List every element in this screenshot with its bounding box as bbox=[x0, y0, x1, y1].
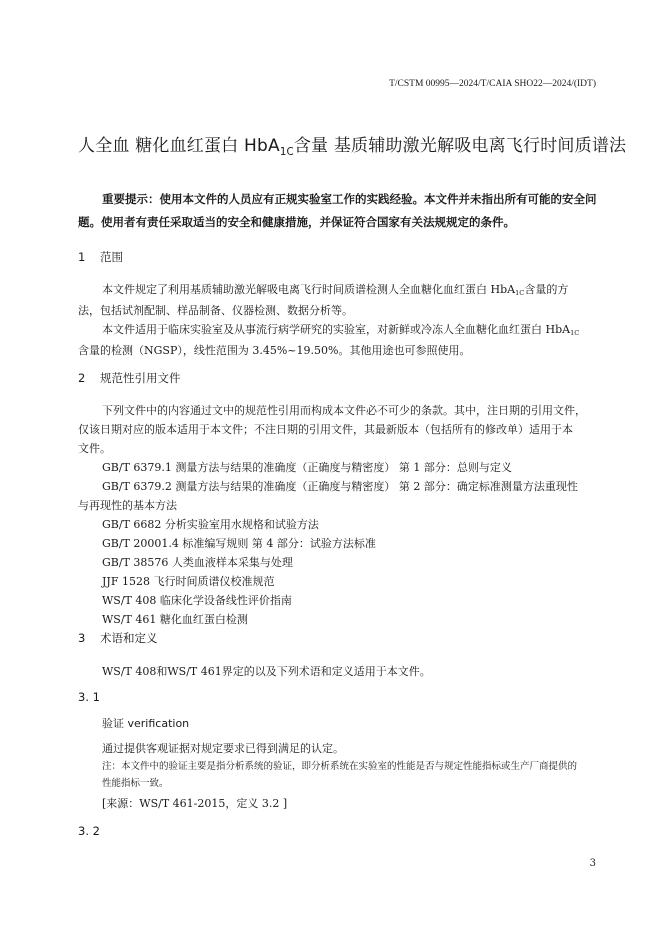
reference-item: GB/T 6682 分析实验室用水规格和试验方法 bbox=[102, 518, 319, 531]
term-number: 3. 2 bbox=[78, 824, 100, 838]
section-2-heading bbox=[78, 370, 600, 386]
section-1-body bbox=[78, 280, 600, 360]
text: 含量的方 bbox=[524, 283, 569, 296]
scope-para-2-line-2: 含量的检测（NGSP），线性范围为 3.45%~19.50%。其他用途也可参照使用。 bbox=[78, 344, 471, 357]
reference-item: WS/T 461 糖化血红蛋白检测 bbox=[102, 613, 248, 626]
source-text: [来源：WS/T 461-2015，定义 3.2 ] bbox=[102, 797, 288, 810]
term-source bbox=[102, 794, 600, 813]
section-title: 规范性引用文件 bbox=[100, 371, 181, 385]
text: 本文件适用于临床实验室及从事流行病学研究的实验室，对新鲜或冷冻人全血糖化血红蛋白 HbA bbox=[102, 323, 571, 336]
subscript: 1C bbox=[515, 289, 525, 298]
scope-para-2 bbox=[78, 320, 600, 341]
reference-item-continued: 与再现性的基本方法 bbox=[78, 499, 177, 512]
notice-line-1: 重要提示：使用本文件的人员应有正规实验室工作的实践经验。本文件并未指出所有可能的安全问 bbox=[102, 192, 597, 206]
page-number: 3 bbox=[589, 858, 596, 869]
text: 本文件规定了利用基质辅助激光解吸电离飞行时间质谱检测人全血糖化血红蛋白 HbA bbox=[102, 283, 516, 296]
reference-item: GB/T 6379.1 测量方法与结果的准确度（正确度与精密度） 第 1 部分：总则与定义 bbox=[102, 461, 512, 474]
term-name: 验证 verification bbox=[102, 717, 190, 730]
document-title bbox=[78, 131, 626, 156]
section-2-body bbox=[78, 401, 600, 629]
refs-intro-line-3: 文件。 bbox=[78, 442, 111, 455]
reference-item: WS/T 408 临床化学设备线性评价指南 bbox=[102, 594, 292, 607]
section-number: 3 bbox=[78, 631, 86, 645]
section-number: 2 bbox=[78, 371, 86, 385]
title-subscript: 1C bbox=[279, 146, 294, 158]
notice-line-2: 题。使用者有责任采取适当的安全和健康措施，并保证符合国家有关法规规定的条件。 bbox=[78, 215, 515, 229]
important-notice bbox=[78, 188, 600, 234]
terms-intro-text: WS/T 408和WS/T 461界定的以及下列术语和定义适用于本文件。 bbox=[102, 665, 431, 678]
title-text: 人全血 糖化血红蛋白 HbA bbox=[78, 136, 280, 156]
terms-intro bbox=[78, 662, 600, 681]
term-definition bbox=[102, 739, 600, 758]
note-line-1: 注：本文件中的验证主要是指分析系统的验证，即分析系统在实验室的性能是否与规定性能指标或生产厂商提供的 bbox=[102, 761, 578, 772]
scope-para-1-line-2: 法，包括试剂配制、样品制备、仪器检测、数据分析等。 bbox=[78, 304, 353, 317]
section-number: 1 bbox=[78, 250, 86, 264]
term-3-1 bbox=[102, 714, 600, 733]
section-title: 范围 bbox=[100, 250, 123, 264]
reference-item: GB/T 6379.2 测量方法与结果的准确度（正确度与精密度） 第 2 部分：确定标准测量方法重现性 bbox=[102, 480, 578, 493]
title-text-tail: 含量 基质辅助激光解吸电离飞行时间质谱法 bbox=[293, 136, 627, 156]
refs-intro-line-2: 仅该日期对应的版本适用于本文件；不注日期的引用文件，其最新版本（包括所有的修改单）适用于本 bbox=[78, 423, 573, 436]
section-title: 术语和定义 bbox=[100, 631, 158, 645]
document-header-code: T/CSTM 00995—2024/T/CAIA SHO22—2024/(IDT) bbox=[389, 79, 596, 89]
term-note bbox=[102, 758, 600, 792]
definition-text: 通过提供客观证据对规定要求已得到满足的认定。 bbox=[102, 742, 344, 755]
scope-para-1 bbox=[78, 280, 600, 301]
reference-item: JJF 1528 飞行时间质谱仪校准规范 bbox=[102, 575, 275, 588]
reference-item: GB/T 38576 人类血液样本采集与处理 bbox=[102, 556, 293, 569]
section-1-heading bbox=[78, 249, 600, 265]
term-number: 3. 1 bbox=[78, 690, 100, 704]
refs-intro-line-1: 下列文件中的内容通过文中的规范性引用而构成本文件必不可少的条款。其中，注日期的引用文件， bbox=[102, 404, 586, 417]
subscript: 1C bbox=[570, 329, 580, 338]
reference-item: GB/T 20001.4 标准编写规则 第 4 部分：试验方法标准 bbox=[102, 537, 376, 550]
section-3-heading bbox=[78, 630, 600, 646]
note-line-2: 性能指标一致。 bbox=[102, 778, 169, 789]
